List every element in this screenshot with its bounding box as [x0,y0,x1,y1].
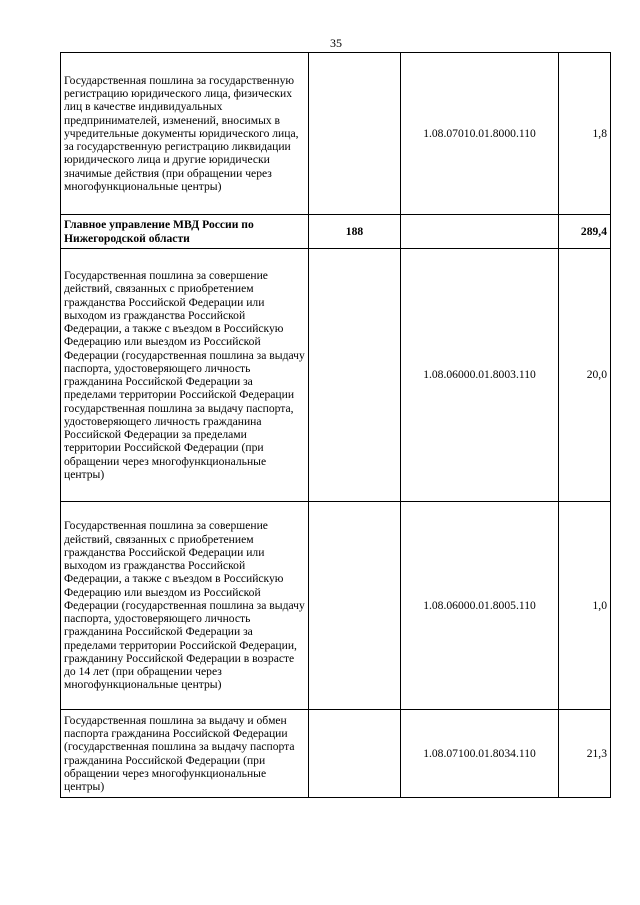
row-amount: 1,0 [559,502,611,710]
row-budget-code: 1.08.06000.01.8005.110 [401,502,559,710]
row-amount: 20,0 [559,249,611,502]
row-admin-code: 188 [309,215,401,249]
row-amount: 289,4 [559,215,611,249]
row-admin-code [309,710,401,798]
row-budget-code: 1.08.06000.01.8003.110 [401,249,559,502]
revenue-table [60,52,611,798]
row-description: Государственная пошлина за государственную регистрацию юридического лица, физических лиц в качестве индивидуальных предпринимателей, изменений, вносимых в учредительные документы юридического лица, за государственную регистрацию ликвидации юридического лица и другие юридически значимые действия (при обращении через многофункциональные центры) [61,53,309,215]
table-row [61,249,611,502]
row-description: Государственная пошлина за выдачу и обмен паспорта гражданина Российской Федерации (государственная пошлина за выдачу паспорта гражданина Российской Федерации (при обращении через многофункциональные центры) [61,710,309,798]
row-admin-code [309,53,401,215]
table-row [61,502,611,710]
row-budget-code: 1.08.07100.01.8034.110 [401,710,559,798]
table-row [61,53,611,215]
row-amount: 21,3 [559,710,611,798]
table-row-group-header [61,215,611,249]
row-description: Главное управление МВД России по Нижегородской области [61,215,309,249]
page-number: 35 [330,36,342,50]
row-amount: 1,8 [559,53,611,215]
row-admin-code [309,502,401,710]
row-admin-code [309,249,401,502]
row-description: Государственная пошлина за совершение действий, связанных с приобретением гражданства Российской Федерации или выходом из гражданства Российской Федерации, а также с въездом в Российскую Федерацию или выездом из Российской Федерации (государственная пошлина за выдачу паспорта, удостоверяющего личность гражданина Российской Федерации за пределами территории Российской Федерации, гражданину Российской Федерации в возрасте до 14 лет (при обращении через многофункциональные центры) [61,502,309,710]
table-row [61,710,611,798]
row-budget-code: 1.08.07010.01.8000.110 [401,53,559,215]
row-description: Государственная пошлина за совершение действий, связанных с приобретением гражданства Российской Федерации или выходом из гражданства Российской Федерации, а также с въездом в Российскую Федерацию или выездом из Российской Федерации (государственная пошлина за выдачу паспорта, удостоверяющего личность гражданина Российской Федерации за пределами территории Российской Федерации государственная пошлина за выдачу паспорта, удостоверяющего личность гражданина Российской Федерации за пределами территории Российской Федерации (при обращении через многофункциональные центры) [61,249,309,502]
row-budget-code [401,215,559,249]
